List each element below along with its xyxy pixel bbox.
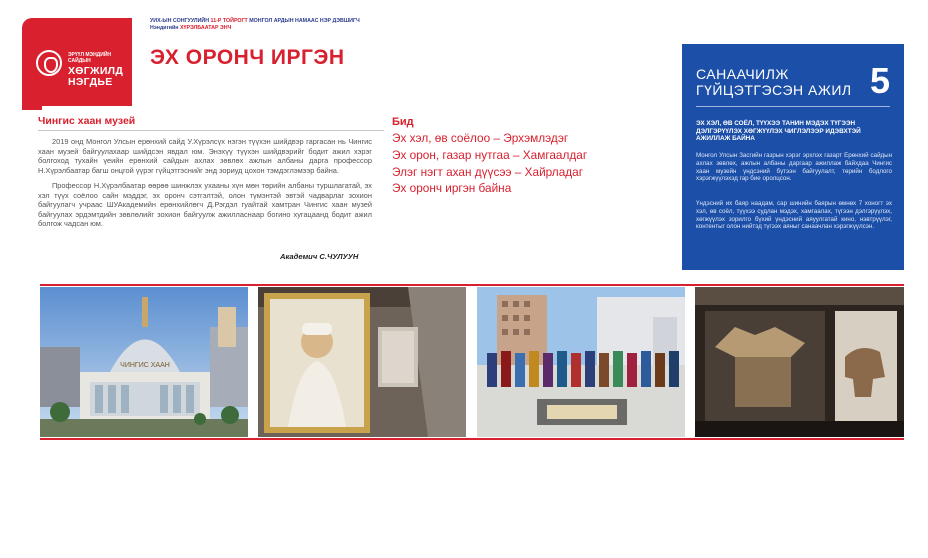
candidate-header-line-1 xyxy=(150,18,360,25)
photo-strip-bottom-rule xyxy=(40,438,904,440)
initiative-subtitle: ЭХ ХЭЛ, ӨВ СОЁЛ, ТҮҮХЭЭ ТАНИН МЭДЭХ ТҮГЭЭН ДЭЛГЭРҮҮЛЭХ ХӨГЖҮҮЛЭХ ЧИГЛЭЛЭЭР ИДЭВХТЭЙ АЖИЛЛАЖ БАЙНА xyxy=(696,120,861,143)
article-body xyxy=(38,137,372,235)
logo-small-text xyxy=(68,52,111,64)
bid-line: Эх хэл, өв соёлоо – Эрхэмлэдэг xyxy=(392,131,569,145)
logo-slogan-line-2: НЭГДЬЕ xyxy=(68,76,113,88)
museum-building-photo xyxy=(40,287,248,437)
candidate-header xyxy=(150,18,360,32)
initiative-title-line-1: САНААЧИЛЖ xyxy=(696,66,789,82)
campaign-logo xyxy=(22,18,132,106)
ceremony-group-photo xyxy=(477,287,685,437)
article-paragraph: 2019 онд Монгол Улсын ерөнхий сайд У.Хүрэлсүх нэгэн түүхэн шийдвэр гаргасан нь Чингис хаан музей байгуулахаар шийдсэн явдал юм. Энэхүү түүхэн шийдвэрийг бодит ажил хэрэг болгоход тухайн үеийн ерөнхий сайдын ахлах зөвлөх ажлын албаны дарга профессор Н.Хүрэлбаатар багш онцгой үүрэг гүйцэтгэснийг энд зориуд цохон тэмдэглэмээр байна. xyxy=(38,137,372,175)
initiative-title xyxy=(696,66,852,98)
bid-line: Эх оронч иргэн байна xyxy=(392,181,512,196)
logo-slogan xyxy=(68,66,123,88)
header-district: 11-Р ТОЙРОГТ xyxy=(210,18,248,24)
museum-sign-text: ЧИНГИС ХААН xyxy=(120,362,170,369)
bid-heading: Бид xyxy=(392,116,414,128)
initiative-number: 5 xyxy=(869,60,890,101)
article-signature: Академич С.ЧУЛУУН xyxy=(280,252,359,261)
initiative-box xyxy=(682,44,904,270)
initiative-paragraph-1: Монгол Улсын Засгийн газрын хэрэг эрхлэх газарт Ерөнхий сайдын ахлах зөвлөх, ажлын албаны даргаар ажиллаж байхдаа Чингис хаан музейн үндсэний бүтээн байгуулалт, төрийн бодлого хэрэгжүүлэхэд гар бие оролцсон. xyxy=(696,152,892,183)
bid-line: Элэг нэгт ахан дүүсээ – Хайрладаг xyxy=(392,164,584,179)
bid-line: Эх орон, газар нутгаа – Хамгаалдаг xyxy=(392,147,588,162)
page-title: ЭХ ОРОНЧ ИРГЭН xyxy=(150,46,345,69)
header-candidate-name: ХҮРЭЛБААТАР ЭНЧ xyxy=(179,25,232,31)
header-text-a: УИХ-ЫН СОНГУУЛИЙН xyxy=(150,18,211,24)
header-text-b: МОНГОЛ АРДЫН НАМААС НЭР ДЭВШИГЧ xyxy=(247,18,360,24)
initiative-paragraph-2: Үндэсний их баяр наадам, сар шинийн баярын өмнөх 7 хоногт эх хэл, өв соёл, түүхээ судлан мэдэх, хамгаалах, түгээн дэлгэрүүлэх, хөгжүүлэх зорилго бүхий үндэсний аяуулгатай кино, нэвтрүүлэг, контентыг олон нийтэд түгээх аяныг санаачлан хэрэгжүүлсэн. xyxy=(696,200,892,231)
photo-strip-top-rule xyxy=(40,284,904,286)
logo-small-line-1: ЭРҮҮЛ МЭНДИЙН xyxy=(68,52,112,58)
article-paragraph: Профессор Н.Хүрэлбаатар өөрөө шинжлэх ухааны хүн мөн төрийн албаны туршлагатай, эх хэл түүх соёлоо сайн мэддэг, эх оронч сэтгэлтэй, олон түмэнтэй эвтэй чадварлаг зохион байгуулагч учраас ШУАкадемийн ерөнхийлөгч Д.Рэгдэл гуайтай хамтран Чингис хаан музей байгуулах эрдэмтдийн зөвлөлийг зохион байгуулж ажилласнаар богино хугацаанд бодит ажил болгож чадсан юм. xyxy=(38,181,372,228)
exhibit-hall-photo xyxy=(695,287,904,437)
accent-rule xyxy=(22,106,42,110)
initiative-divider xyxy=(696,106,890,107)
header-candidate-first: Нэндигийн xyxy=(150,25,180,31)
article-heading: Чингис хаан музей xyxy=(38,115,136,127)
initiative-title-line-2: ГҮЙЦЭТГЭСЭН АЖИЛ xyxy=(696,82,852,98)
person-heart-icon xyxy=(36,50,62,76)
logo-slogan-line-1: ХӨГЖИЛД xyxy=(68,65,124,77)
candidate-header-line-2 xyxy=(150,25,360,32)
genghis-portrait-photo xyxy=(258,287,466,437)
logo-small-line-2: САЙДЫН xyxy=(68,58,91,64)
bid-list xyxy=(392,130,662,197)
article-divider xyxy=(38,130,384,131)
